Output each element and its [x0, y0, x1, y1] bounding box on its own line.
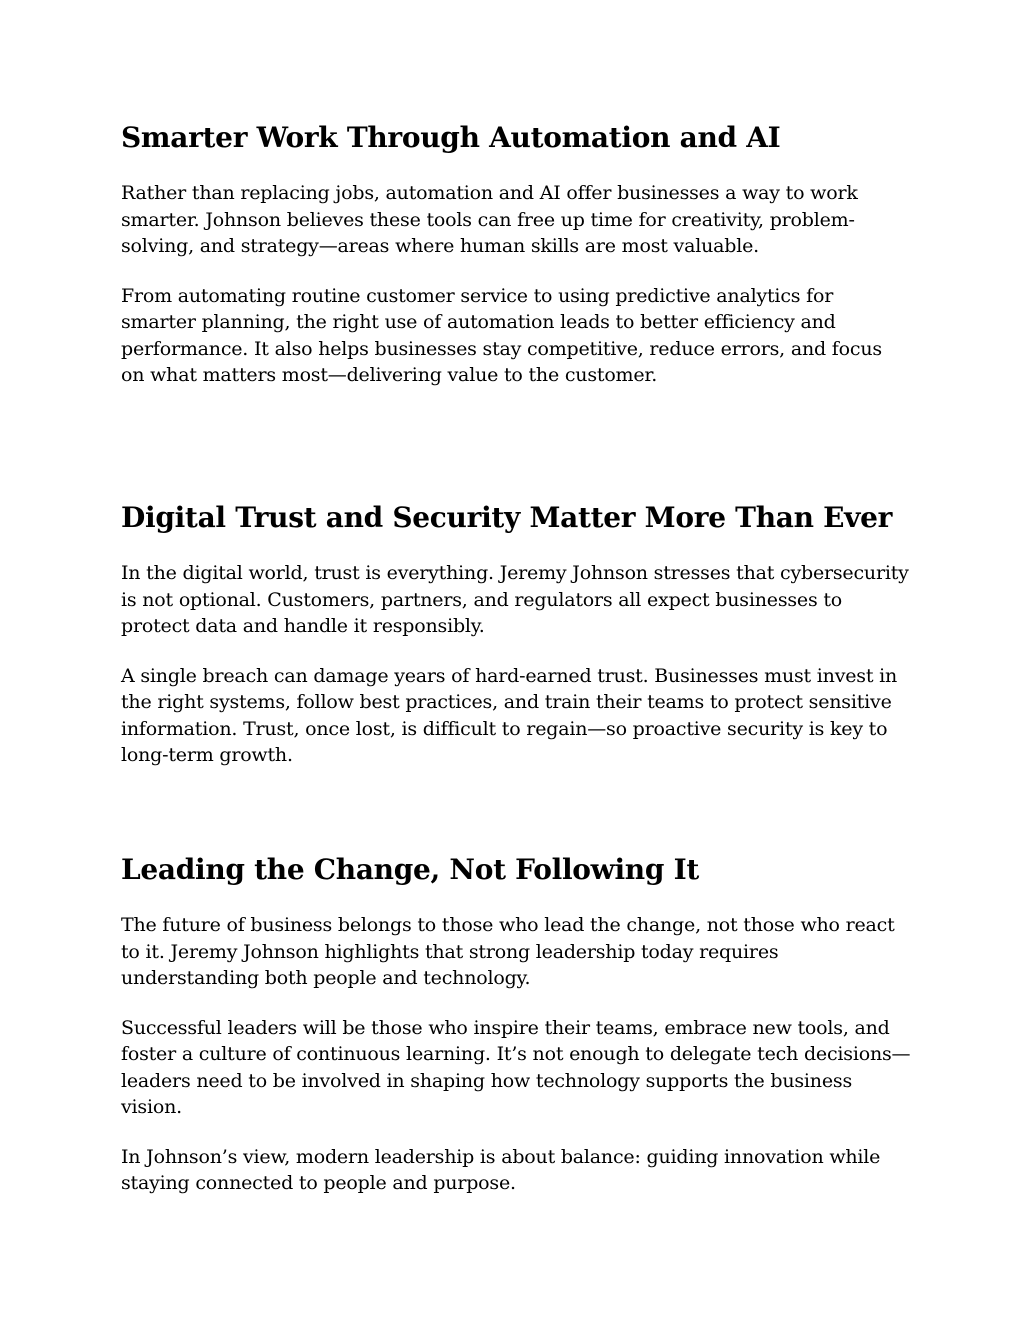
- section-paragraph: In Johnson’s view, modern leadership is about balance: guiding innovation while staying connected to people and purpose.: [121, 1145, 881, 1194]
- section-paragraph: Successful leaders will be those who inspire their teams, embrace new tools, and foster a culture of continuous learning. It’s not enough to delegate tech decisions—leaders need to be involved in shaping how technology supports the business vision.: [121, 1016, 911, 1118]
- section-paragraph: The future of business belongs to those who lead the change, not those who react to it. Jeremy Johnson highlights that strong leadership today requires understanding both people and technology.: [121, 914, 895, 989]
- section-paragraph: From automating routine customer service to using predictive analytics for smarter planning, the right use of automation leads to better efficiency and performance. It also helps businesses stay competitive, reduce errors, and focus on what matters most—delivering value to the customer.: [121, 284, 882, 386]
- section-paragraph: A single breach can damage years of hard-earned trust. Businesses must invest in the right systems, follow best practices, and train their teams to protect sensitive information. Trust, once lost, is difficult to regain—so proactive security is key to long-term growth.: [121, 664, 898, 766]
- section-heading: Leading the Change, Not Following It: [121, 853, 700, 886]
- section-digital-trust: [121, 498, 911, 792]
- section-heading: Digital Trust and Security Matter More Than Ever: [121, 501, 893, 534]
- section-leading-change: [121, 850, 911, 1220]
- section-automation-ai: [121, 118, 911, 412]
- section-heading: Smarter Work Through Automation and AI: [121, 121, 781, 154]
- section-paragraph: In the digital world, trust is everything. Jeremy Johnson stresses that cybersecurity is not optional. Customers, partners, and regulators all expect businesses to protect data and handle it responsibly.: [121, 562, 909, 637]
- section-paragraph: Rather than replacing jobs, automation and AI offer businesses a way to work smarter. Johnson believes these tools can free up time for creativity, problem-solving, and strategy—areas where human skills are most valuable.: [121, 182, 858, 257]
